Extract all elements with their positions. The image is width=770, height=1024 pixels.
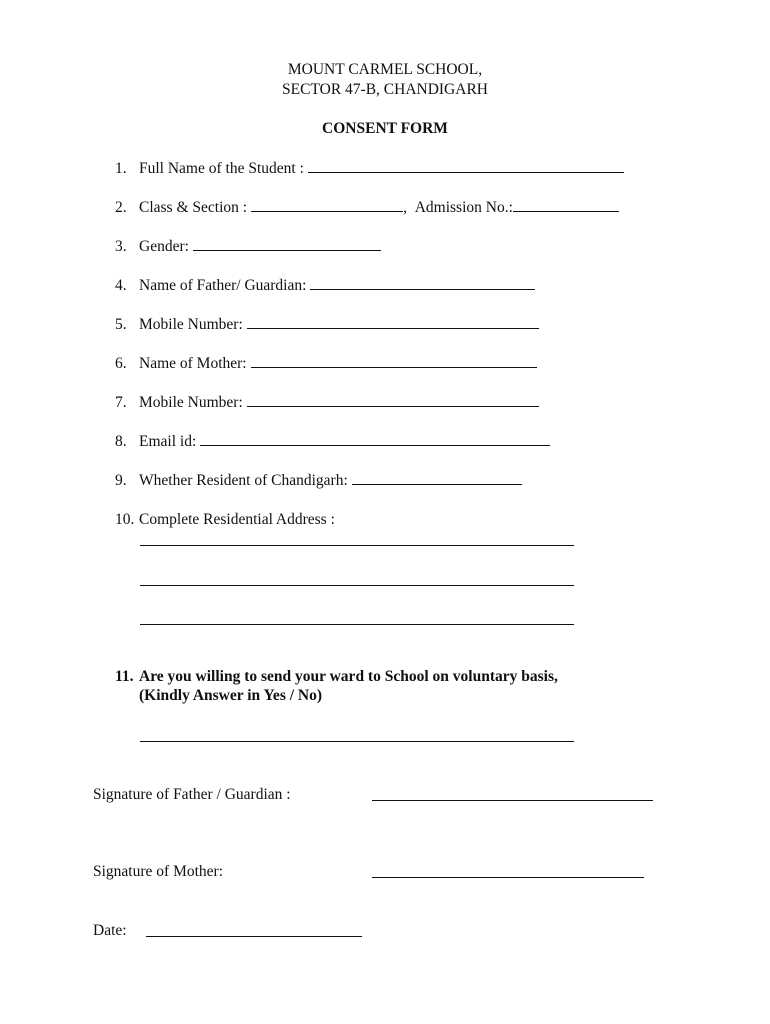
address-line-3[interactable] — [140, 624, 574, 625]
field-number: 8. — [115, 433, 127, 450]
school-address: SECTOR 47-B, CHANDIGARH — [282, 81, 488, 98]
address-line-1[interactable] — [140, 545, 574, 546]
field-label: Mobile Number: — [139, 394, 243, 411]
mother-signature-line[interactable] — [372, 877, 644, 878]
father-signature-label: Signature of Father / Guardian : — [93, 786, 291, 803]
field-label: Name of Father/ Guardian: — [139, 277, 307, 294]
date-line[interactable] — [146, 936, 362, 937]
field-number: 3. — [115, 238, 127, 255]
field-label: Full Name of the Student : — [139, 160, 304, 177]
answer-line[interactable] — [140, 741, 574, 742]
mother-mobile-blank[interactable] — [247, 392, 539, 407]
comma-separator: , — [403, 199, 415, 216]
field-label: Class & Section : — [139, 199, 248, 216]
mother-name-blank[interactable] — [251, 353, 537, 368]
field-number: 10. — [115, 511, 135, 528]
address-line-2[interactable] — [140, 585, 574, 586]
field-number: 7. — [115, 394, 127, 411]
field-label: Gender: — [139, 238, 189, 255]
field-resident — [115, 470, 522, 491]
student-name-blank[interactable] — [308, 158, 624, 173]
field-label: Whether Resident of Chandigarh: — [139, 472, 348, 489]
field-label: Email id: — [139, 433, 197, 450]
field-father-mobile — [115, 314, 539, 335]
question-voluntary — [115, 667, 558, 687]
mother-signature-label: Signature of Mother: — [93, 863, 224, 880]
question-line-1: Are you willing to send your ward to School on voluntary basis, — [139, 668, 558, 685]
admission-label: Admission No.: — [414, 199, 513, 216]
field-number: 5. — [115, 316, 127, 333]
field-address — [115, 510, 335, 530]
form-title: CONSENT FORM — [322, 120, 448, 137]
field-label: Complete Residential Address : — [139, 511, 335, 528]
field-class-section — [115, 197, 619, 218]
field-mother-mobile — [115, 392, 539, 413]
field-student-name — [115, 158, 624, 179]
class-section-blank[interactable] — [251, 197, 403, 212]
admission-no-blank[interactable] — [513, 197, 619, 212]
field-number: 9. — [115, 472, 127, 489]
date-label: Date: — [93, 922, 127, 939]
field-number: 2. — [115, 199, 127, 216]
field-number: 4. — [115, 277, 127, 294]
gender-blank[interactable] — [193, 236, 381, 251]
email-blank[interactable] — [200, 431, 550, 446]
school-name: MOUNT CARMEL SCHOOL, — [287, 61, 483, 78]
resident-blank[interactable] — [352, 470, 522, 485]
field-label: Mobile Number: — [139, 316, 243, 333]
field-number: 11. — [115, 668, 134, 685]
field-label: Name of Mother: — [139, 355, 247, 372]
father-signature-line[interactable] — [372, 800, 653, 801]
field-number: 1. — [115, 160, 127, 177]
question-instruction: (Kindly Answer in Yes / No) — [139, 687, 323, 704]
field-number: 6. — [115, 355, 127, 372]
father-mobile-blank[interactable] — [247, 314, 539, 329]
field-father-name — [115, 275, 535, 296]
field-mother-name — [115, 353, 537, 374]
field-gender — [115, 236, 381, 257]
father-name-blank[interactable] — [310, 275, 535, 290]
field-email — [115, 431, 550, 452]
